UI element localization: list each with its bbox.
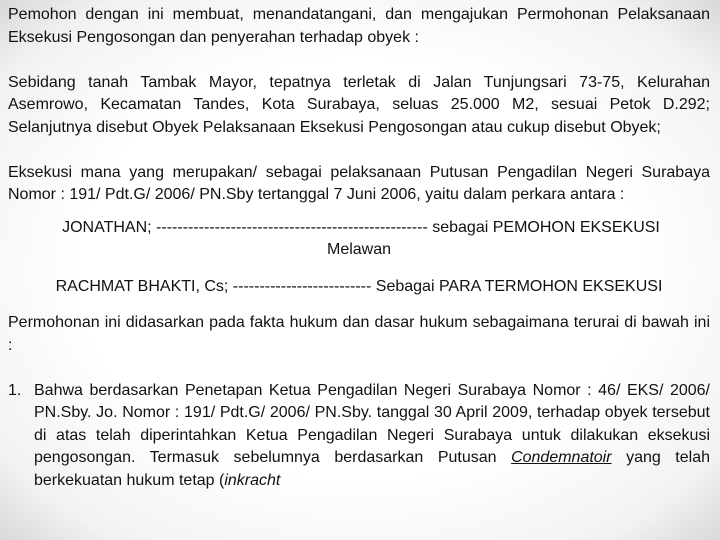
applicant-dashes: --------------------------------------------------- <box>156 218 428 236</box>
basis-intro-paragraph: Permohonan ini didasarkan pada fakta hukum dan dasar hukum sebagaimana terurai di bawah ini : <box>8 314 710 354</box>
list-item-text-tail: yang telah berkekuatan hukum tetap ( <box>34 449 711 489</box>
intro-paragraph: Pemohon dengan ini membuat, menandatangani, dan mengajukan Permohonan Pelaksanaan Eksekusi Pengosongan dan penyerahan terhadap obyek : <box>8 6 710 46</box>
spacer <box>8 139 710 162</box>
respondent-line <box>8 276 710 299</box>
spacer <box>8 298 710 312</box>
applicant-name: JONATHAN; <box>62 218 157 236</box>
spacer <box>8 357 710 380</box>
list-item-number: 1. <box>8 381 22 399</box>
basis-list <box>8 380 710 493</box>
execution-basis-paragraph: Eksekusi mana yang merupakan/ sebagai pelaksanaan Putusan Pengadilan Negeri Surabaya Nomor : 191/ Pdt.G/ 2006/ PN.Sby tertanggal 7 Juni 2006, yaitu dalam perkara antara : <box>8 163 710 203</box>
respondent-role: Sebagai PARA TERMOHON EKSEKUSI <box>371 277 663 295</box>
respondent-dashes: -------------------------- <box>232 277 372 295</box>
applicant-role: sebagai PEMOHON EKSEKUSI <box>427 218 660 236</box>
list-item-italic-term: Condemnatoir <box>511 449 612 466</box>
versus-label: Melawan <box>326 241 392 258</box>
spacer <box>8 49 710 72</box>
applicant-line <box>8 217 710 240</box>
document-body <box>8 4 710 492</box>
list-item <box>8 380 710 493</box>
list-item-text: Bahwa berdasarkan Penetapan Ketua Pengadilan Negeri Surabaya Nomor : 46/ EKS/ 2006/ PN.Sby. Jo. Nomor : 191/ Pdt.G/ 2006/ PN.Sby. tanggal 30 April 2009, terhadap obyek tersebut di atas telah diperintahkan Ketua Pengadilan Negeri Surabaya untuk dilakukan eksekusi pengosongan. Termasuk sebelumnya berdasarkan Putusan <box>34 381 710 466</box>
spacer <box>8 207 710 217</box>
object-description-paragraph: Sebidang tanah Tambak Mayor, tepatnya terletak di Jalan Tunjungsari 73-75, Kelurahan Asemrowo, Kecamatan Tandes, Kota Surabaya, seluas 25.000 M2, sesuai Petok D.292; Selanjutnya disebut Obyek Pelaksanaan Eksekusi Pengosongan atau cukup disebut Obyek; <box>8 73 710 136</box>
list-item-italic-term-2: inkracht <box>224 471 281 489</box>
respondent-name: RACHMAT BHAKTI, Cs; <box>55 277 233 295</box>
spacer <box>8 262 710 276</box>
